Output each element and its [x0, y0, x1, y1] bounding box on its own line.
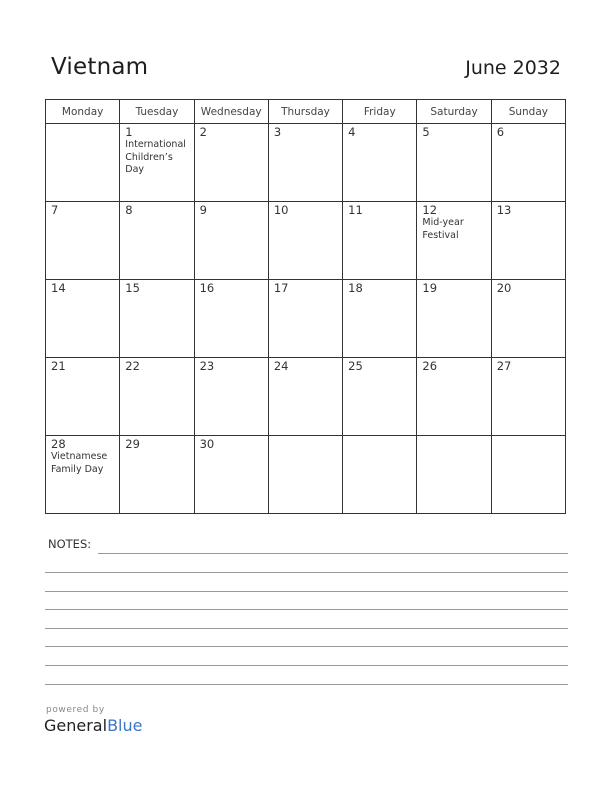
logo-text-blue: Blue [107, 716, 143, 735]
day-number: 28 [51, 437, 66, 451]
weekday-header: Saturday [417, 100, 491, 124]
day-number: 14 [51, 281, 66, 295]
day-number: 8 [125, 203, 133, 217]
note-line [45, 572, 568, 573]
weekday-header: Friday [343, 100, 417, 124]
note-line [98, 553, 568, 554]
day-number: 1 [125, 125, 133, 139]
holiday-label: Mid-year Festival [422, 217, 464, 241]
note-line [45, 591, 568, 592]
day-number: 13 [496, 203, 512, 217]
week-row [46, 202, 566, 280]
note-line [45, 684, 568, 685]
day-number: 9 [199, 203, 207, 217]
day-cell [268, 358, 342, 436]
day-cell [268, 202, 342, 280]
logo-text-general: General [44, 716, 108, 735]
weekday-header: Thursday [268, 100, 342, 124]
day-cell [194, 124, 268, 202]
day-number [46, 124, 119, 125]
day-cell [268, 436, 342, 514]
day-cell [417, 202, 491, 280]
day-cell [343, 124, 417, 202]
notes-label: NOTES: [48, 537, 92, 551]
day-number: 22 [125, 359, 140, 373]
day-number: 24 [273, 359, 289, 373]
day-number: 7 [51, 203, 59, 217]
day-number: 12 [422, 203, 438, 217]
day-cell [268, 280, 342, 358]
day-cell [343, 436, 417, 514]
day-number: 25 [348, 359, 363, 373]
day-number: 19 [422, 281, 438, 295]
day-cell [46, 436, 120, 514]
weekday-header: Sunday [491, 100, 565, 124]
day-cell [417, 124, 491, 202]
day-number: 2 [199, 125, 207, 139]
weekday-header: Tuesday [120, 100, 194, 124]
note-line [45, 628, 568, 629]
day-number: 11 [348, 203, 363, 217]
day-number: 18 [348, 281, 363, 295]
week-row [46, 358, 566, 436]
note-line [45, 646, 568, 647]
day-cell [491, 202, 565, 280]
day-cell [120, 124, 194, 202]
day-cell [343, 280, 417, 358]
day-cell [417, 280, 491, 358]
day-cell [343, 358, 417, 436]
day-cell [343, 202, 417, 280]
day-number [417, 436, 490, 437]
day-cell [120, 358, 194, 436]
week-row [46, 124, 566, 202]
day-cell [46, 358, 120, 436]
day-number [269, 436, 342, 437]
day-number: 23 [199, 359, 215, 373]
day-cell [194, 358, 268, 436]
note-line [45, 609, 568, 610]
week-row [46, 280, 566, 358]
country-title: Vietnam [51, 54, 149, 80]
holiday-label: Vietnamese Family Day [51, 451, 108, 475]
day-number: 26 [422, 359, 438, 373]
day-cell [46, 202, 120, 280]
day-cell [491, 280, 565, 358]
day-cell [120, 202, 194, 280]
note-line [45, 665, 568, 666]
day-cell [417, 436, 491, 514]
day-cell [46, 280, 120, 358]
weekday-header: Monday [46, 100, 120, 124]
weekday-header-row [46, 100, 566, 124]
day-cell [194, 280, 268, 358]
day-cell [268, 124, 342, 202]
holiday-label: International Children’s Day [125, 139, 186, 175]
day-number: 3 [273, 125, 282, 139]
day-number: 6 [496, 125, 505, 139]
week-row [46, 436, 566, 514]
day-cell [120, 280, 194, 358]
day-number: 16 [199, 281, 215, 295]
day-number: 30 [199, 437, 215, 451]
day-cell [491, 436, 565, 514]
day-cell [491, 124, 565, 202]
day-number: 15 [125, 281, 140, 295]
day-cell [120, 436, 194, 514]
weekday-header: Wednesday [194, 100, 268, 124]
powered-by-label: powered by [46, 705, 105, 715]
day-number: 5 [422, 125, 430, 139]
day-cell [491, 358, 565, 436]
day-cell [194, 436, 268, 514]
day-number [343, 436, 416, 437]
generalblue-logo [44, 716, 142, 735]
day-number: 27 [496, 359, 512, 373]
month-year-title: June 2032 [465, 57, 561, 79]
day-cell [46, 124, 120, 202]
day-number: 20 [496, 281, 512, 295]
day-number: 17 [273, 281, 289, 295]
day-number [492, 436, 565, 437]
day-cell [417, 358, 491, 436]
day-number: 29 [125, 437, 140, 451]
calendar-grid [45, 99, 566, 514]
day-number: 21 [51, 359, 66, 373]
day-number: 10 [273, 203, 289, 217]
day-number: 4 [348, 125, 356, 139]
day-cell [194, 202, 268, 280]
